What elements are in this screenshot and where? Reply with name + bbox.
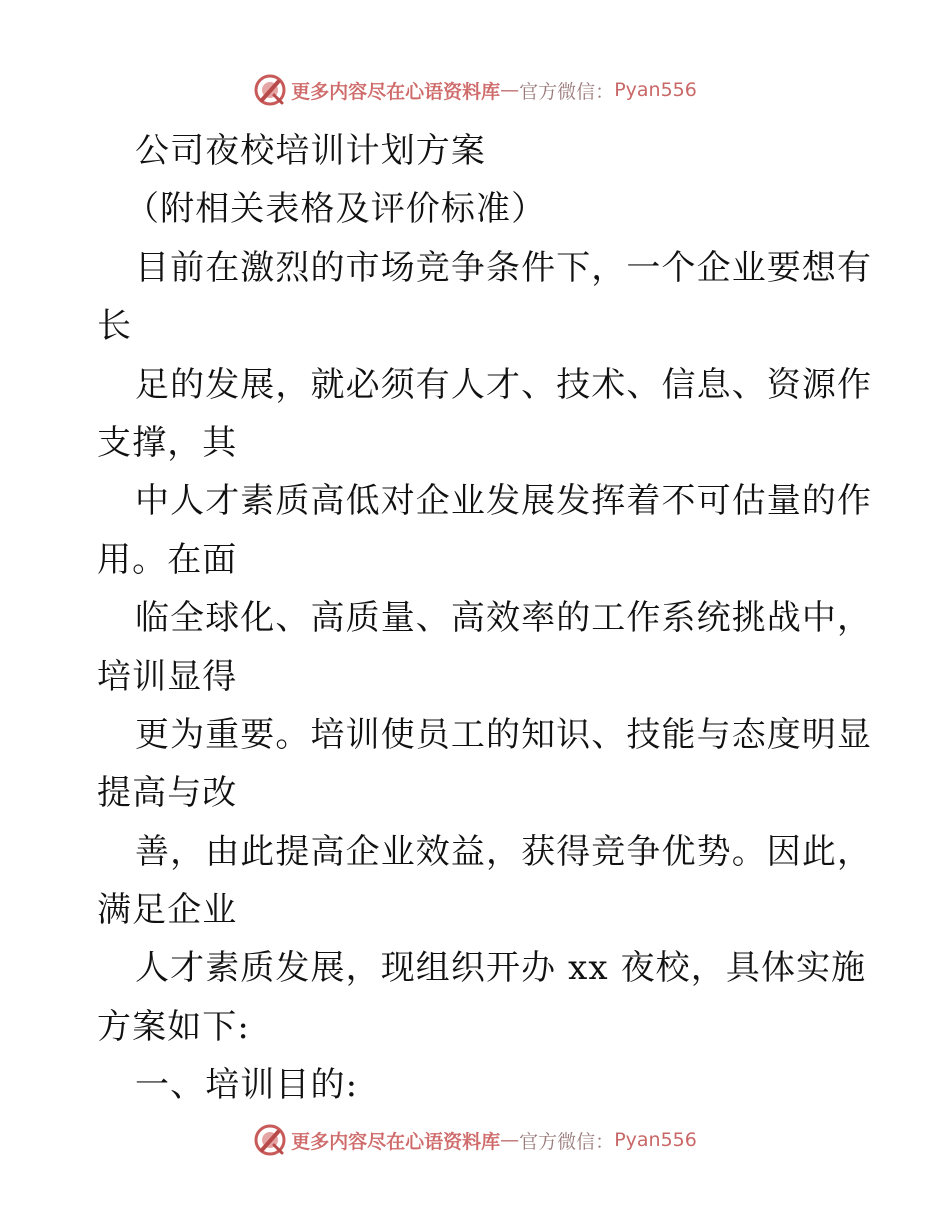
watermark-site-text: 更多内容尽在心语资料库	[291, 80, 501, 103]
watermark-footer	[0, 1120, 950, 1160]
paragraph-line: 足的发展，就必须有人才、技术、信息、资源作	[135, 364, 873, 405]
paragraph-line: 临全球化、高质量、高效率的工作系统挑战中，	[135, 598, 873, 639]
watermark-dash: —	[500, 79, 520, 101]
section-heading: 一、培训目的:	[135, 1065, 359, 1106]
watermark-label: 官方微信：	[519, 1130, 615, 1153]
paragraph-line: 中人才素质高低对企业发展发挥着不可估量的作	[135, 481, 873, 522]
paragraph-line: 培训显得	[97, 656, 238, 697]
paragraph-line: 支撑，其	[97, 422, 238, 463]
paragraph-line: 满足企业	[97, 890, 238, 931]
paragraph-line: 人才素质发展，现组织开办 xx 夜校，具体实施	[135, 948, 867, 989]
watermark-wechat-id: Pyan556	[614, 1129, 697, 1151]
paragraph-line: 提高与改	[97, 773, 238, 814]
document-title: 公司夜校培训计划方案	[135, 131, 486, 171]
red-seal-logo-icon	[253, 1123, 287, 1157]
watermark-wechat-id: Pyan556	[614, 79, 697, 101]
paragraph-line: 长	[97, 306, 133, 347]
watermark-label: 官方微信：	[519, 80, 615, 103]
watermark-site-text: 更多内容尽在心语资料库	[291, 1130, 501, 1153]
paragraph-line: 用。在面	[97, 539, 238, 580]
document-body	[97, 122, 873, 1115]
paragraph-line: 更为重要。培训使员工的知识、技能与态度明显	[135, 714, 873, 755]
watermark-dash: —	[500, 1129, 520, 1151]
paragraph-line: 善，由此提高企业效益，获得竞争优势。因此，	[135, 831, 873, 872]
document-subtitle: （附相关表格及评价标准）	[125, 189, 547, 230]
paragraph-line: 目前在激烈的市场竞争条件下，一个企业要想有	[135, 247, 873, 288]
watermark-header	[0, 70, 950, 110]
paragraph-line: 方案如下:	[97, 1006, 250, 1047]
red-seal-logo-icon	[253, 73, 287, 107]
